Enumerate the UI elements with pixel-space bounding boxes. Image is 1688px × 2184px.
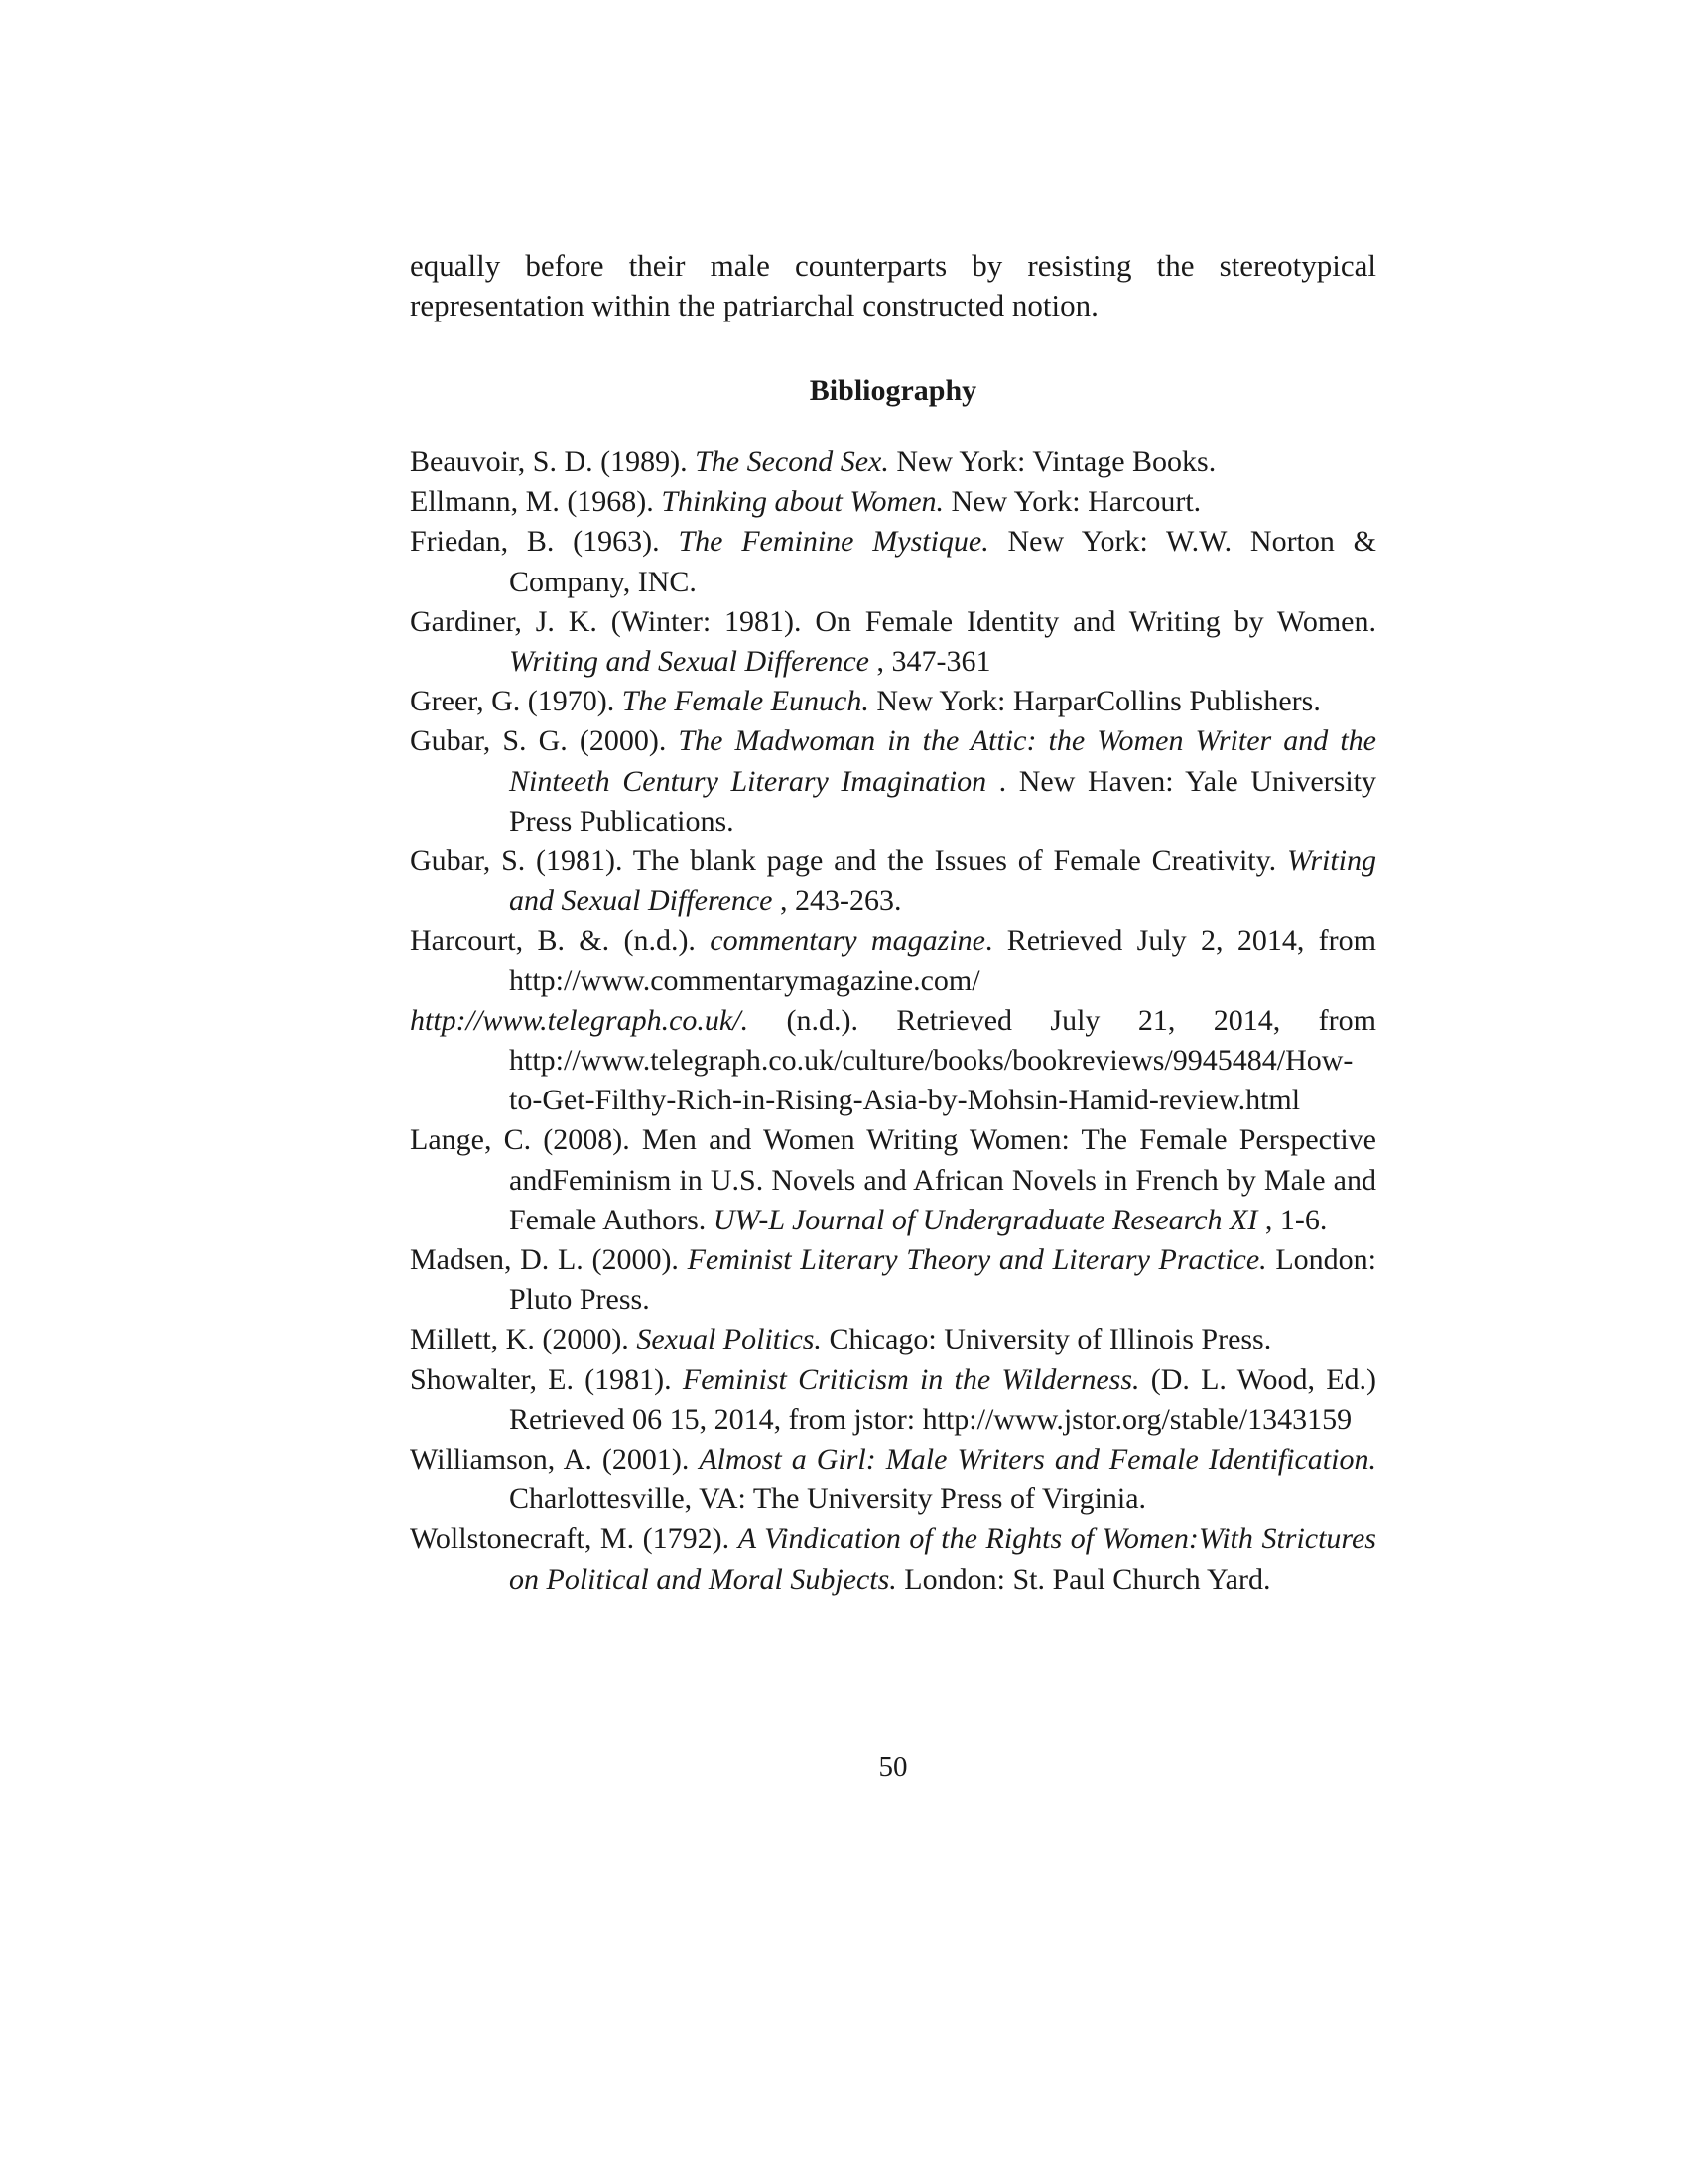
bibliography-entry-beauvoir [410, 443, 1376, 482]
entry-title: Feminist Criticism in the Wilderness. [682, 1362, 1140, 1396]
entry-author-date: Beauvoir, S. D. (1989). [410, 446, 696, 478]
entry-author-date: Williamson, A. (2001). [410, 1443, 700, 1477]
page-number: 50 [878, 1751, 908, 1783]
bibliography-entry-showalter [410, 1360, 1376, 1440]
bibliography-list [410, 443, 1376, 1600]
entry-author-date: Friedan, B. (1963). [410, 525, 679, 559]
entry-author-date: Lange, C. (2008). Men and Women Writing Women: The Female Perspective andFeminism in U.S. Novels and African Novels in French by Male and Female Authors. [410, 1123, 1376, 1236]
entry-title: The Second Sex. [695, 446, 889, 478]
bibliography-entry-ellmann [410, 482, 1376, 522]
entry-publication: New York: Harcourt. [944, 485, 1202, 519]
entry-title: Almost a Girl: Male Writers and Female Identification. [699, 1443, 1376, 1477]
entry-publication: New York: HarparCollins Publishers. [868, 685, 1321, 718]
entry-publication: (n.d.). Retrieved July 21, 2014, from http://www.telegraph.co.uk/culture/books/bookreviews/9945484/How-to-Get-Filthy-Rich-in-Rising-Asia-by-Mohsin-Hamid-review.html [509, 1003, 1376, 1117]
bibliography-entry-gardiner [410, 602, 1376, 682]
entry-author-date: Ellmann, M. (1968). [410, 485, 662, 519]
entry-author-date: Gubar, S. (1981). The blank page and the Issues of Female Creativity. [410, 844, 1287, 878]
entry-author-date: Madsen, D. L. (2000). [410, 1243, 688, 1277]
entry-title: The Madwoman in the Attic: the Women Writer and the Ninteeth Century Literary Imagination [509, 724, 1376, 798]
entry-author-date: Greer, G. (1970). [410, 685, 622, 718]
entry-publication: , 347-361 [868, 645, 991, 679]
entry-author-date: Wollstonecraft, M. (1792). [410, 1522, 738, 1556]
entry-author-date: Harcourt, B. &. (n.d.). [410, 924, 711, 958]
bibliography-entry-friedan [410, 522, 1376, 601]
bibliography-entry-williamson [410, 1440, 1376, 1519]
entry-title: Sexual Politics. [636, 1323, 822, 1356]
entry-title: Writing and Sexual Difference [509, 844, 1376, 918]
entry-title: Writing and Sexual Difference [509, 645, 869, 679]
entry-publication: , 243-263. [772, 884, 902, 918]
bibliography-entry-harcourt [410, 921, 1376, 1000]
entry-title: http://www.telegraph.co.uk/. [410, 1003, 749, 1037]
bibliography-entry-telegraph [410, 1001, 1376, 1121]
entry-title: A Vindication of the Rights of Women:With Strictures on Political and Moral Subjects. [509, 1522, 1376, 1596]
entry-publication: , 1-6. [1257, 1203, 1328, 1236]
entry-title: Feminist Literary Theory and Literary Practice. [687, 1243, 1267, 1277]
entry-author-date: Gardiner, J. K. (Winter: 1981). On Female Identity and Writing by Women. [410, 604, 1376, 638]
entry-publication: New York: Vintage Books. [888, 446, 1217, 478]
bibliography-entry-lange [410, 1120, 1376, 1240]
bibliography-entry-gubar-1981 [410, 841, 1376, 921]
bibliography-entry-millett [410, 1320, 1376, 1359]
bibliography-entry-madsen [410, 1240, 1376, 1320]
entry-title: The Feminine Mystique. [678, 525, 989, 559]
entry-title: UW-L Journal of Undergraduate Research XI [713, 1203, 1258, 1236]
entry-publication: Charlottesville, VA: The University Press of Virginia. [509, 1482, 1147, 1516]
bibliography-entry-gubar-2000 [410, 721, 1376, 841]
entry-publication: . New Haven: Yale University Press Publications. [509, 764, 1376, 837]
bibliography-entry-wollstonecraft [410, 1519, 1376, 1599]
entry-title: The Female Eunuch. [621, 685, 869, 718]
entry-title: commentary magazine [710, 924, 985, 958]
entry-author-date: Millett, K. (2000). [410, 1323, 637, 1356]
bibliography-heading: Bibliography [809, 374, 977, 407]
entry-publication: London: Pluto Press. [509, 1243, 1377, 1317]
entry-title: Thinking about Women. [661, 485, 945, 519]
bibliography-entry-greer [410, 682, 1376, 721]
entry-publication: New York: W.W. Norton & Company, INC. [509, 525, 1376, 598]
entry-publication: Chicago: University of Illinois Press. [821, 1323, 1272, 1356]
entry-author-date: Showalter, E. (1981). [410, 1362, 683, 1396]
entry-publication: London: St. Paul Church Yard. [896, 1562, 1271, 1596]
intro-paragraph: equally before their male counterparts by resisting the stereotypical representation within the patriarchal constructed notion. [410, 248, 1376, 322]
entry-author-date: Gubar, S. G. (2000). [410, 724, 679, 758]
entry-publication: . Retrieved July 2, 2014, from http://www.commentarymagazine.com/ [509, 924, 1376, 997]
entry-publication: (D. L. Wood, Ed.) Retrieved 06 15, 2014, from jstor: http://www.jstor.org/stable/1343159 [509, 1362, 1377, 1436]
